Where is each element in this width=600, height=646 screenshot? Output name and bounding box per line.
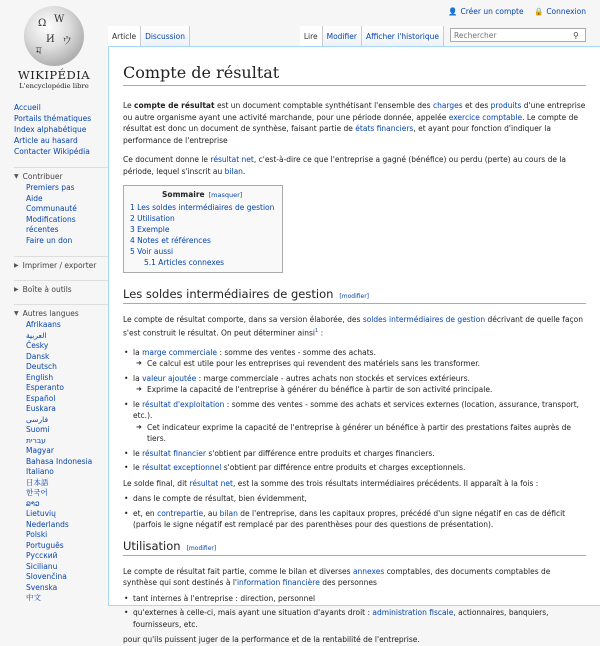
search-icon[interactable]: ⚲ (573, 30, 579, 40)
language-link[interactable]: Slovenčina (26, 572, 67, 581)
language-link[interactable]: 日本語 (26, 477, 49, 487)
appears-list (123, 493, 586, 531)
list-item: • la valeur ajoutée : marge commerciale - autres achats non stockés et services extérieurs. ➜ Exprime la capacité de l'entreprise à générer du bénéfice à partir de son activité principale. (123, 373, 586, 396)
language-link[interactable]: Español (26, 393, 56, 403)
contribute-list (14, 183, 110, 246)
language-link[interactable]: 中文 (26, 593, 41, 602)
language-link[interactable]: Dansk (26, 351, 50, 361)
list-item: • dans le compte de résultat, bien évidemment, (123, 493, 586, 505)
link-resultat-net[interactable]: résultat net (210, 155, 254, 164)
sidebar-item-aide[interactable]: Aide (26, 193, 43, 203)
language-link[interactable]: Italiano (26, 467, 54, 476)
section-heading: Les soldes intermédiaires de gestion [modifier] (123, 287, 586, 304)
list-note: ➜ Cet indicateur exprime la capacité de l'entreprise à générer un bénéfice à partir des prestations faites auprès de tiers. (133, 422, 586, 445)
list-item: • la marge commerciale : somme des ventes - somme des achats. ➜ Ce calcul est utile pour les entreprises qui revendent des matériels sans les transformer. (123, 347, 586, 370)
link-resultat-net[interactable]: résultat net (189, 478, 233, 488)
link-information-financiere[interactable]: information financière (236, 578, 320, 587)
sidebar-item-faire-un-don[interactable]: Faire un don (26, 235, 73, 245)
link-annexes[interactable]: annexes (352, 566, 385, 576)
language-link[interactable]: Nederlands (26, 519, 69, 529)
link-valeur-ajoutee[interactable]: valeur ajoutée (142, 373, 197, 383)
tagline: L'encyclopédie libre (19, 82, 89, 90)
link-exercice-comptable[interactable]: exercice comptable (448, 112, 523, 122)
language-link[interactable]: Lietuvių (26, 509, 56, 518)
toc-item[interactable]: 5 Voir aussi (130, 247, 174, 256)
language-link[interactable]: Magyar (26, 446, 54, 455)
sidebar-item-index-alphabetique[interactable]: Index alphabétique (14, 125, 87, 134)
link-administration-fiscale[interactable]: administration fiscale (372, 608, 454, 617)
link-resultat-exceptionnel[interactable]: résultat exceptionnel (142, 463, 222, 472)
list-item: • le résultat financier s'obtient par différence entre produits et charges financiers. (123, 448, 586, 460)
indicators-list (123, 347, 586, 474)
namespace-tabs (108, 26, 190, 46)
user-icon: 👤 (448, 7, 458, 16)
language-link[interactable]: Suomi (26, 425, 50, 434)
wordmark: WIKIPÉDIA (17, 68, 91, 82)
language-link[interactable]: Русский (26, 551, 58, 560)
view-tabs (300, 26, 586, 46)
link-resultat-exploitation[interactable]: résultat d'exploitation (142, 399, 225, 409)
language-link[interactable]: ລາວ (26, 498, 40, 508)
intro-paragraph-1: Le compte de résultat est un document comptable synthétisant l'ensemble des charges et des produits d'une entreprise ou autre organisme ayant une activité marchande, pour une période donnée, appelée exercice comptable. Le compte de résultat est donc un document de synthèse, faisant partie de états financiers, et ayant pour fonction d'indiquer la performance de l'entreprise (123, 101, 586, 145)
sidebar-item-accueil[interactable]: Accueil (14, 103, 41, 112)
audience-list (123, 593, 586, 631)
sidebar-item-portails-thematiques[interactable]: Portails thématiques (14, 114, 92, 123)
link-bilan[interactable]: bilan (219, 508, 238, 518)
language-link[interactable]: Português (26, 540, 64, 550)
footnote-ref[interactable]: 1 (315, 327, 319, 334)
toc-hide-toggle[interactable]: [masquer] (208, 191, 243, 199)
personal-tools (440, 7, 586, 16)
list-item: • qu'externes à celle-ci, mais ayant une situation d'ayants droit : administration fiscale, actionnaires, banquiers, fournisseurs, etc. (123, 607, 586, 630)
link-marge-commerciale[interactable]: marge commerciale (142, 347, 218, 357)
tools-section[interactable]: ▶ Boîte à outils (14, 280, 110, 294)
paragraph: Le compte de résultat comporte, dans sa version élaborée, des soldes intermédiaires de gestion décrivant de quelle façon s'est construit le résultat. On peut déterminer ainsi$^1$ : (123, 315, 584, 337)
chevron-right-icon: ▶ (14, 286, 19, 293)
sidebar-item-article-au-hasard[interactable]: Article au hasard (14, 136, 78, 145)
toc-item[interactable]: 1 Les soldes intermédiaires de gestion (130, 203, 275, 212)
print-section[interactable]: ▶ Imprimer / exporter (14, 256, 110, 270)
toc-item[interactable]: 4 Notes et références (130, 236, 211, 245)
list-item: • le résultat d'exploitation : somme des ventes - somme des achats et services externes (location, assurance, transport, etc.). ➜ Cet indicateur exprime la capacité de l'entreprise à générer un bénéfice à partir des prestations faites auprès de tiers. (123, 399, 586, 445)
toc-item[interactable]: 3 Exemple (130, 225, 170, 234)
chevron-down-icon: ▼ (14, 310, 19, 317)
language-link[interactable]: Afrikaans (26, 320, 61, 329)
tab-article[interactable]: Article (108, 26, 141, 46)
sidebar-item-premiers-pas[interactable]: Premiers pas (26, 183, 75, 192)
language-link[interactable]: Euskara (26, 404, 56, 413)
list-note: ➜ Exprime la capacité de l'entreprise à générer du bénéfice à partir de son activité principale. (133, 384, 586, 396)
search-box (450, 28, 586, 42)
chevron-down-icon: ▼ (14, 173, 19, 180)
language-link[interactable]: Polski (26, 530, 48, 539)
paragraph: Le compte de résultat fait partie, comme le bilan et diverses annexes comptables, des documents comptables de synthèse qui sont destinés à l'information financière des personnes (123, 566, 551, 587)
language-link[interactable]: Bahasa Indonesia (26, 456, 93, 466)
chevron-right-icon: ▶ (14, 262, 19, 269)
section-heading: Utilisation [modifier] (123, 539, 586, 556)
language-link[interactable]: Svenska (26, 582, 58, 592)
languages-list (14, 320, 110, 604)
navigation (14, 102, 110, 157)
list-item: • et, en contrepartie, au bilan de l'entreprise, dans les capitaux propres, précédé d'un signe négatif en cas de déficit (parfois le signe négatif est remplacé par des parenthèses pour des questions de présentation). (123, 508, 586, 531)
edit-section-link[interactable]: [modifier] (339, 293, 370, 300)
paragraph: pour qu'ils puissent juger de la performance et de la rentabilité de l'entreprise. (123, 635, 420, 644)
toc-item[interactable]: 2 Utilisation (130, 214, 175, 223)
language-link[interactable]: 한국어 (26, 488, 48, 497)
language-link[interactable]: עברית (26, 435, 46, 445)
link-charges[interactable]: charges (432, 101, 463, 110)
table-of-contents: Sommaire [masquer] 1 Les soldes intermédiaires de gestion 2 Utilisation 3 Exemple 4 Notes et références 5 Voir aussi 5.1 Articles connexes (123, 185, 283, 273)
lock-icon: 🔒 (533, 7, 544, 16)
login-link[interactable]: Connexion (546, 7, 586, 16)
tab-read[interactable]: Lire (300, 26, 323, 46)
list-item: • tant internes à l'entreprise : direction, personnel (123, 593, 586, 605)
link-contrepartie[interactable]: contrepartie (157, 508, 204, 518)
sidebar (14, 102, 110, 604)
link-etats-financiers[interactable]: états financiers (355, 124, 414, 133)
sidebar-item-contacter-wikipedia[interactable]: Contacter Wikipédia (14, 147, 90, 156)
language-link[interactable]: Esperanto (26, 383, 64, 392)
list-note: ➜ Ce calcul est utile pour les entreprises qui revendent des matériels sans les transformer. (133, 358, 586, 370)
toc-item[interactable]: 5.1 Articles connexes (144, 258, 225, 267)
tab-discussion[interactable]: Discussion (141, 26, 190, 46)
tab-history[interactable]: Afficher l'historique (362, 26, 444, 46)
language-link[interactable]: العربية (26, 330, 47, 340)
wikipedia-logo[interactable] (14, 6, 94, 90)
language-link[interactable]: Česky (26, 341, 49, 350)
create-account-link[interactable]: Créer un compte (460, 7, 524, 16)
list-item: • le résultat exceptionnel s'obtient par différence entre produits et charges exceptionnels. (123, 462, 586, 474)
languages-section[interactable]: ▼ Autres langues (14, 304, 110, 318)
sidebar-item-modifications-recentes[interactable]: Modifications récentes (26, 214, 76, 234)
tab-edit[interactable]: Modifier (323, 26, 362, 46)
intro-paragraph-2: Ce document donne le résultat net, c'est-à-dire ce que l'entreprise a gagné (bénéfice) ou perdu (perte) au cours de la période, lequel s'inscrit au bilan. (123, 155, 567, 176)
language-link[interactable]: Deutsch (26, 362, 57, 371)
globe-icon: Ω W И ウ ম (24, 6, 84, 66)
sidebar-item-communaute[interactable]: Communauté (26, 204, 77, 213)
link-produits[interactable]: produits (490, 101, 522, 110)
language-link[interactable]: English (26, 372, 54, 382)
search-input[interactable] (454, 31, 573, 40)
link-soldes[interactable]: soldes intermédiaires de gestion (362, 315, 486, 324)
language-link[interactable]: فارسی (26, 414, 49, 424)
edit-section-link[interactable]: [modifier] (186, 544, 217, 552)
contribute-section[interactable]: ▼ Contribuer (14, 167, 110, 181)
language-link[interactable]: Sicilianu (26, 561, 58, 571)
link-bilan[interactable]: bilan (224, 166, 243, 176)
paragraph: Le solde final, dit résultat net, est la somme des trois résultats intermédiaires précédents. Il apparaît à la fois : (123, 478, 539, 488)
page-title: Compte de résultat (123, 63, 586, 86)
content (108, 46, 600, 644)
link-resultat-financier[interactable]: résultat financier (142, 448, 206, 458)
